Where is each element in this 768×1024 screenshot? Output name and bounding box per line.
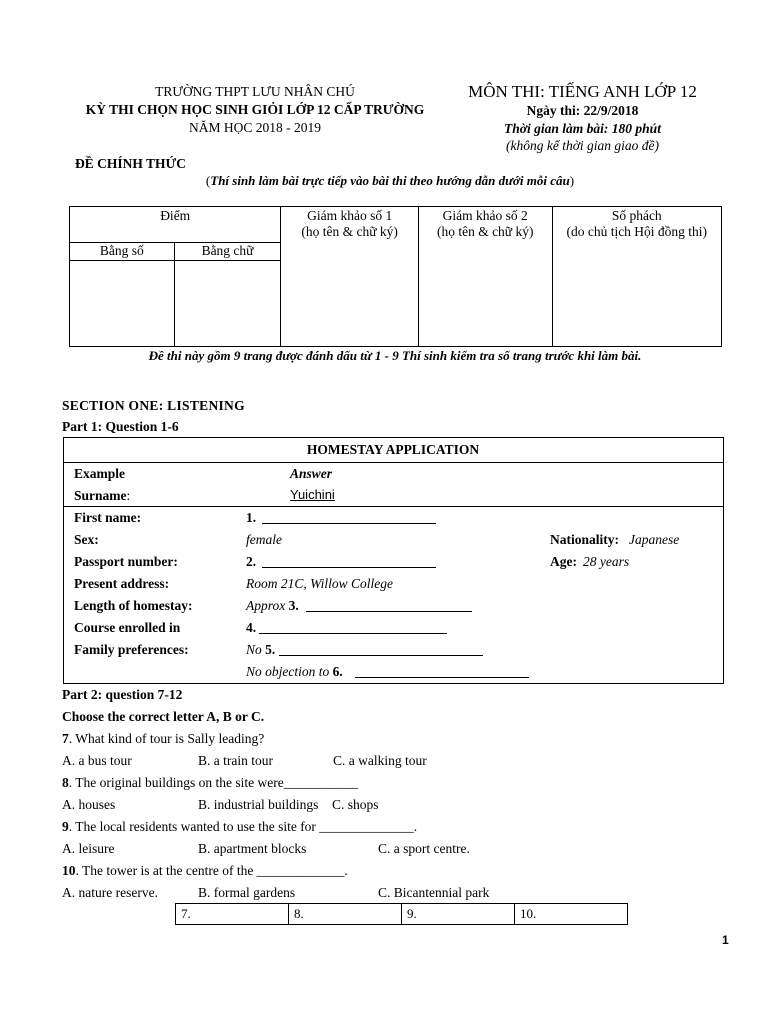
q9-option-a[interactable]: A. leisure — [62, 841, 115, 856]
age-value: 28 years — [583, 554, 630, 569]
q3-answer-line[interactable] — [306, 611, 472, 612]
instruction-text: Thí sinh làm bài trực tiếp vào bài thi theo hướng dẫn dưới mỗi câu — [210, 173, 570, 188]
q2-number: 2. — [246, 554, 257, 569]
surname-label-text: Surname — [74, 488, 127, 503]
q10-option-b[interactable]: B. formal gardens — [198, 885, 296, 900]
course-label: Course enrolled in — [74, 620, 181, 635]
score-number-cell — [70, 243, 175, 347]
part1-title: Part 1: Question 1-6 — [62, 419, 179, 434]
family-label: Family preferences: — [74, 642, 189, 657]
q7-option-a[interactable]: A. a bus tour — [62, 753, 132, 768]
sex-label: Sex: — [74, 532, 99, 547]
q9-number: 9 — [62, 819, 69, 834]
code-cell — [552, 207, 721, 347]
question-10 — [62, 863, 348, 879]
q7-number: 7 — [62, 731, 69, 746]
surname-value: Yuichini — [290, 487, 335, 502]
answer-boxes — [175, 903, 628, 925]
q1-answer-line[interactable] — [262, 523, 436, 524]
q2-answer-line[interactable] — [262, 567, 436, 568]
code-title: Số phách — [611, 208, 662, 223]
page-note: Đề thi này gồm 9 trang được đánh dấu từ 1 - 9 Thí sinh kiểm tra số trang trước khi làm bài. — [148, 348, 642, 363]
q8-option-a[interactable]: A. houses — [62, 797, 116, 812]
q6-number: 6. — [332, 664, 343, 679]
first-name-label: First name: — [74, 510, 142, 525]
length-label: Length of homestay: — [74, 598, 193, 613]
duration: Thời gian làm bài: 180 phút — [504, 121, 661, 136]
q10-option-c[interactable]: C. Bicantennial park — [378, 885, 490, 900]
page-number: 1 — [722, 933, 729, 947]
question-8 — [62, 775, 358, 791]
q3-prefix — [246, 598, 299, 614]
score-number-label: Bằng số — [70, 243, 174, 261]
score-header — [70, 207, 281, 243]
address-label: Present address: — [74, 576, 170, 591]
q5-answer-line[interactable] — [279, 655, 483, 656]
question-9 — [62, 819, 417, 835]
form-divider — [63, 506, 723, 507]
q10-text: . The tower is at the centre of the _____________. — [75, 863, 348, 878]
q4-number: 4. — [246, 620, 257, 635]
sex-value: female — [246, 532, 282, 547]
q6-answer-line[interactable] — [355, 677, 529, 678]
score-table — [69, 206, 722, 347]
instruction-line: (Thí sinh làm bài trực tiếp vào bài thi theo hướng dẫn dưới mỗi câu) — [205, 173, 575, 188]
q1-number: 1. — [246, 510, 257, 525]
q3-number: 3. — [288, 598, 299, 613]
school-year: NĂM HỌC 2018 - 2019 — [188, 120, 321, 135]
subject-title: MÔN THI: TIẾNG ANH LỚP 12 — [468, 82, 697, 101]
q9-text: . The local residents wanted to use the site for ______________. — [68, 819, 418, 834]
length-prefix: Approx — [246, 598, 286, 613]
exam-date: Ngày thi: 22/9/2018 — [526, 103, 639, 118]
q9-option-b[interactable]: B. apartment blocks — [198, 841, 307, 856]
q8-number: 8 — [62, 775, 69, 790]
exam-name: KỲ THI CHỌN HỌC SINH GIỎI LỚP 12 CẤP TRƯỜNG — [85, 102, 425, 117]
score-words-label: Bằng chữ — [175, 243, 281, 261]
examiner1-title: Giám khảo số 1 — [307, 208, 393, 223]
address-value: Room 21C, Willow College — [246, 576, 393, 591]
q7-option-c[interactable]: C. a walking tour — [333, 753, 427, 768]
score-words-cell — [174, 243, 281, 347]
q7-text: . What kind of tour is Sally leading? — [68, 731, 265, 746]
code-sub: (do chủ tịch Hội đồng thi) — [566, 224, 708, 239]
surname-colon: : — [126, 488, 131, 503]
answer-label: Answer — [290, 466, 333, 481]
answer-box-9[interactable]: 9. — [402, 904, 515, 925]
q4-answer-line[interactable] — [259, 633, 447, 634]
score-label: Điểm — [160, 208, 191, 223]
form-heading: HOMESTAY APPLICATION — [306, 442, 480, 457]
examiner2-cell — [418, 207, 552, 347]
q5-prefix — [246, 642, 275, 658]
nationality-label: Nationality: — [550, 532, 619, 547]
answer-box-7[interactable]: 7. — [176, 904, 289, 925]
examiner1-cell — [281, 207, 419, 347]
example-label: Example — [74, 466, 126, 481]
q8-option-b[interactable]: B. industrial buildings — [198, 797, 319, 812]
nationality-value: Japanese — [629, 532, 680, 547]
age-label: Age: — [550, 554, 577, 569]
question-7 — [62, 731, 264, 747]
q10-number: 10 — [62, 863, 76, 878]
q8-option-c[interactable]: C. shops — [332, 797, 379, 812]
form-divider — [63, 462, 723, 463]
passport-label: Passport number: — [74, 554, 178, 569]
part2-instruction: Choose the correct letter A, B or C. — [62, 709, 265, 724]
family-prefix: No — [246, 642, 262, 657]
answer-box-8[interactable]: 8. — [289, 904, 402, 925]
examiner2-sub: (họ tên & chữ ký) — [436, 224, 534, 239]
q10-option-a[interactable]: A. nature reserve. — [62, 885, 158, 900]
q9-option-c[interactable]: C. a sport centre. — [378, 841, 470, 856]
school-name: TRƯỜNG THPT LƯU NHÂN CHÚ — [155, 84, 355, 99]
examiner2-title: Giám khảo số 2 — [442, 208, 528, 223]
official-label: ĐỀ CHÍNH THỨC — [75, 156, 187, 171]
examiner1-sub: (họ tên & chữ ký) — [301, 224, 398, 239]
section-title: SECTION ONE: LISTENING — [62, 398, 245, 413]
q6-prefix — [246, 664, 343, 680]
objection-prefix: No objection to — [246, 664, 330, 679]
q7-option-b[interactable]: B. a train tour — [198, 753, 273, 768]
q5-number: 5. — [265, 642, 276, 657]
answer-box-10[interactable]: 10. — [515, 904, 628, 925]
surname-label — [74, 488, 130, 504]
q8-text: . The original buildings on the site were___________ — [68, 775, 358, 790]
duration-note: (không kể thời gian giao đề) — [505, 138, 660, 153]
part2-title: Part 2: question 7-12 — [62, 687, 183, 702]
